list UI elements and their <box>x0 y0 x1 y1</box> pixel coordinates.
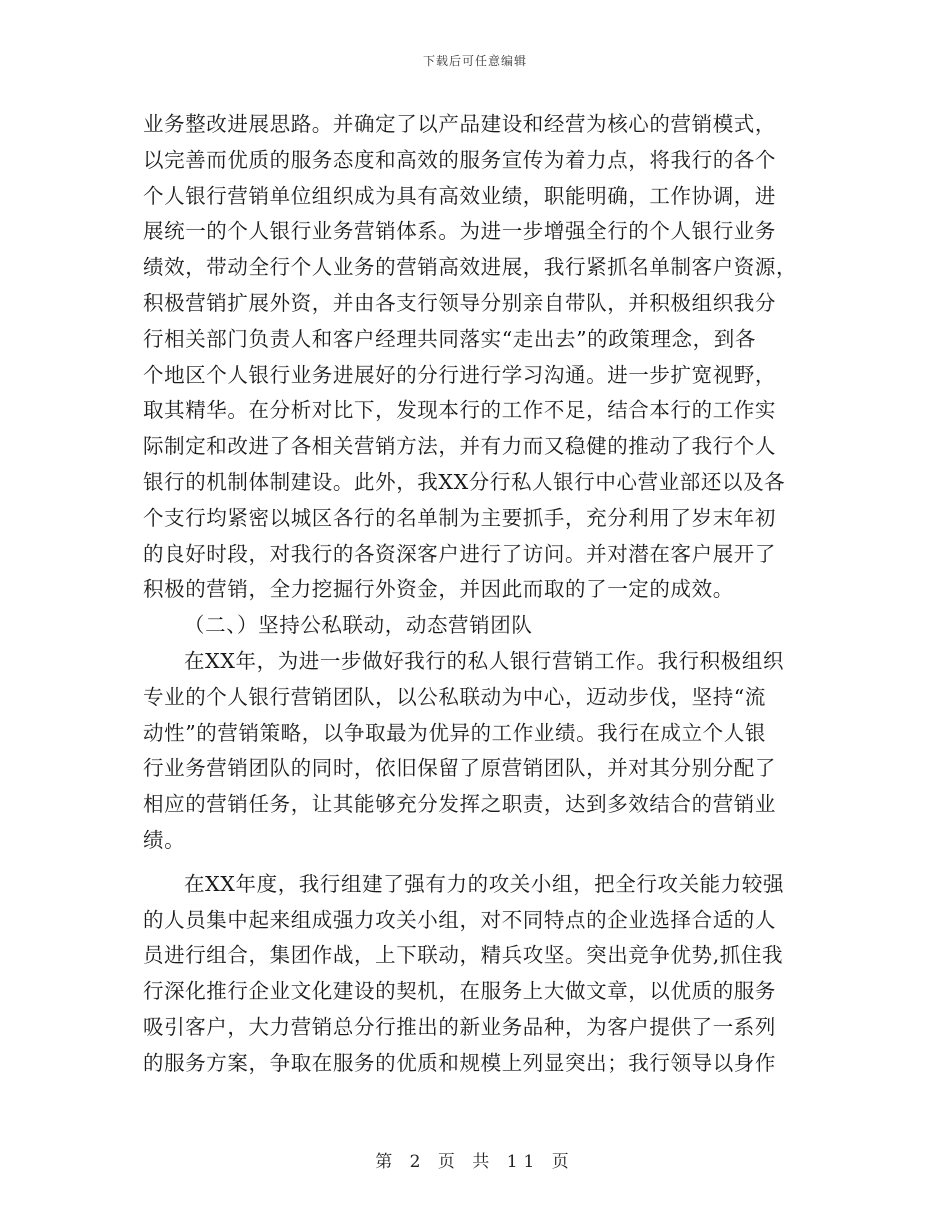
text-line: 相应的营销任务，让其能够充分发挥之职责，达到多效结合的营销业 <box>143 792 776 817</box>
text-line: 的服务方案，争取在服务的优质和规模上列显突出；我行领导以身作 <box>143 1050 776 1075</box>
text-line: 银行的机制体制建设。此外，我XX分行私人银行中心营业部还以及各 <box>143 469 786 494</box>
paragraph-2 <box>143 644 798 859</box>
text-line: 的良好时段，对我行的各资深客户进行了访问。并对潜在客户展开了 <box>143 541 776 566</box>
text-line: 积极营销扩展外资，并由各支行领导分别亲自带队，并积极组织我分 <box>143 290 776 315</box>
text-line: 际制定和改进了各相关营销方法，并有力而又稳健的推动了我行个人 <box>143 434 776 459</box>
text-line: 动性”的营销策略，以争取最为优异的工作业绩。我行在成立个人银 <box>143 720 766 745</box>
paragraph-3 <box>143 867 798 1082</box>
text-line: 绩。 <box>143 827 186 852</box>
document-body <box>143 107 798 1082</box>
text-line: 行相关部门负责人和客户经理共同落实“走出去”的政策理念，到各 <box>143 326 756 351</box>
text-line: 个地区个人银行业务进展好的分行进行学习沟通。进一步扩宽视野， <box>143 362 776 387</box>
text-line: 以完善而优质的服务态度和高效的服务宣传为着力点，将我行的各个 <box>143 147 776 172</box>
text-line: 在XX年，为进一步做好我行的私人银行营销工作。我行积极组织 <box>184 648 785 673</box>
text-line: 行深化推行企业文化建设的契机，在服务上大做文章，以优质的服务 <box>143 979 776 1004</box>
text-line: 个支行均紧密以城区各行的名单制为主要抓手，充分利用了岁末年初 <box>143 505 776 530</box>
text-line: 积极的营销，全力挖掘行外资金，并因此而取的了一定的成效。 <box>143 577 734 602</box>
page-header: 下载后可任意编辑 <box>422 54 527 68</box>
paragraph-1 <box>143 107 798 608</box>
text-line: 行业务营销团队的同时，依旧保留了原营销团队，并对其分别分配了 <box>143 756 776 781</box>
text-line: 个人银行营销单位组织成为具有高效业绩，职能明确，工作协调，进 <box>143 183 776 208</box>
text-line: 在XX年度，我行组建了强有力的攻关小组，把全行攻关能力较强 <box>184 871 785 896</box>
text-line: 专业的个人银行营销团队，以公私联动为中心，迈动步伐，坚持“流 <box>143 684 766 709</box>
text-line: 的人员集中起来组成强力攻关小组，对不同特点的企业选择合适的人 <box>143 907 776 932</box>
section-heading: （二、）坚持公私联动，动态营销团队 <box>184 613 533 638</box>
text-line: 业务整改进展思路。并确定了以产品建设和经营为核心的营销模式， <box>143 112 776 136</box>
text-line: 绩效，带动全行个人业务的营销高效进展，我行紧抓名单制客户资源， <box>143 255 798 280</box>
text-line: 取其精华。在分析对比下，发现本行的工作不足，结合本行的工作实 <box>143 398 776 423</box>
page-footer: 第 2 页 共 11 页 <box>375 1152 575 1172</box>
text-line: 吸引客户，大力营销总分行推出的新业务品种，为客户提供了一系列 <box>143 1014 776 1039</box>
text-line: 员进行组合，集团作战，上下联动，精兵攻坚。突出竞争优势,抓住我 <box>143 943 784 968</box>
text-line: 展统一的个人银行业务营销体系。为进一步增强全行的个人银行业务 <box>143 219 776 244</box>
